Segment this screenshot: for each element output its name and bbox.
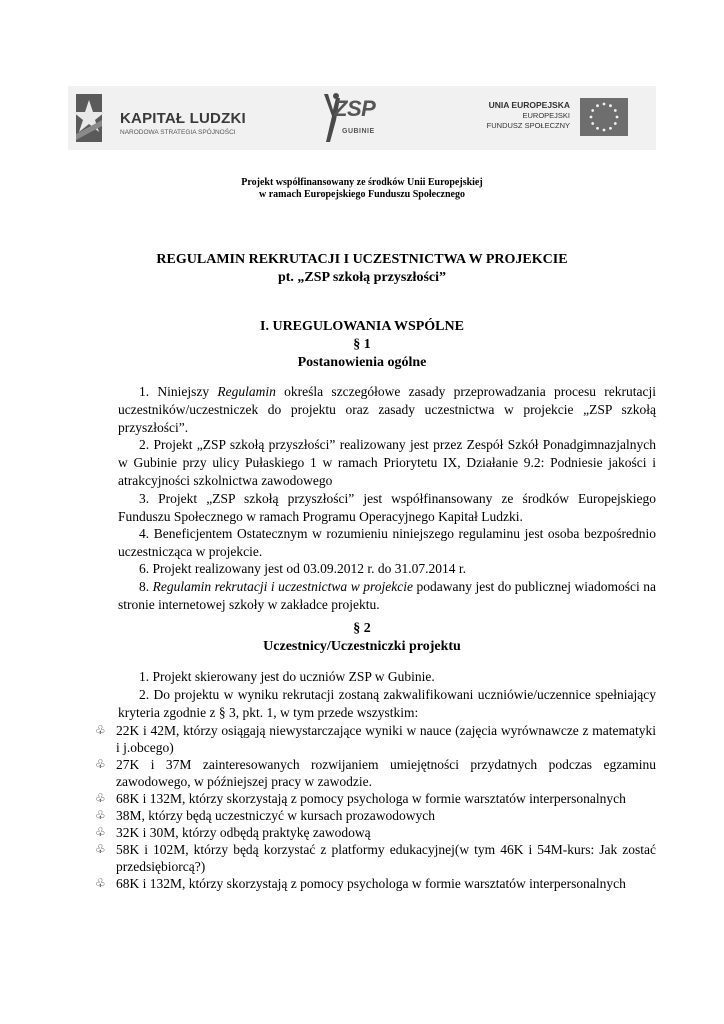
eu-logo-text bbox=[487, 100, 570, 131]
club-bullet-icon: ♧ bbox=[95, 791, 106, 805]
club-bullet-icon: ♧ bbox=[95, 808, 106, 822]
cofinancing-line-1: Projekt współfinansowany ze środków Unii Europejskiej bbox=[241, 177, 483, 188]
eu-flag-icon bbox=[580, 98, 628, 136]
zsp-logo bbox=[320, 90, 396, 148]
club-bullet-icon: ♧ bbox=[95, 842, 106, 856]
list-item-text: 68K i 132M, którzy skorzystają z pomocy psychologa w formie warsztatów interpersonalnych bbox=[116, 791, 626, 806]
kapital-ludzki-star-icon bbox=[72, 90, 106, 146]
point-8-text-a: 8. bbox=[139, 579, 153, 594]
list-item bbox=[92, 875, 656, 892]
list-item-text: 38M, którzy będą uczestniczyć w kursach prozawodowych bbox=[116, 808, 436, 823]
section-1-title: I. UREGULOWANIA WSPÓLNE bbox=[260, 319, 464, 334]
document-title bbox=[0, 251, 724, 287]
section-1-point-3: 3. Projekt „ZSP szkołą przyszłości” jest współfinansowany ze środków Europejskiego Funduszu Społecznego w ramach Programu Operacyjnego Kapitał Ludzki. bbox=[118, 491, 656, 524]
list-item-text: 32K i 30M, którzy odbędą praktykę zawodową bbox=[116, 825, 371, 840]
section-1-subtitle: Postanowienia ogólne bbox=[297, 355, 427, 370]
eu-line-1: UNIA EUROPEJSKA bbox=[488, 100, 570, 110]
eu-line-3: FUNDUSZ SPOŁECZNY bbox=[486, 121, 570, 130]
point-1-text-a: 1. Niniejszy bbox=[139, 384, 218, 399]
list-item bbox=[92, 756, 656, 790]
list-item bbox=[92, 824, 656, 841]
club-bullet-icon: ♧ bbox=[95, 825, 106, 839]
list-item bbox=[92, 790, 656, 807]
list-item-text: 27K i 37M zainteresowanych rozwijaniem umiejętności przydatnych podczas egzaminu zawodowego, w późniejszej pracy w zawodzie. bbox=[116, 757, 656, 789]
section-2-point-2: 2. Do projektu w wyniku rekrutacji zostaną zakwalifikowani uczniówie/uczennice spełniający kryteria zgodnie z § 3, pkt. 1, w tym przede wszystkim: bbox=[118, 687, 656, 720]
section-1-point-2: 2. Projekt „ZSP szkołą przyszłości” realizowany jest przez Zespół Szkół Ponadgimnazjalnych w Gubinie przy ulicy Pułaskiego 1 w ramach Priorytetu IX, Działanie 9.2: Podniesie jakości i atrakcyjności szkolnictwa zawodowego bbox=[118, 437, 656, 488]
point-8-text-b: podawany jest do publicznej wiadomości na stronie internetowej szkoły w zakładce projektu. bbox=[118, 579, 657, 612]
logo-band bbox=[68, 86, 656, 150]
section-2-paragraph-mark: § 2 bbox=[353, 621, 371, 636]
section-1-point-6: 6. Projekt realizowany jest od 03.09.2012 r. do 31.07.2014 r. bbox=[139, 561, 466, 576]
document-title-line-1: REGULAMIN REKRUTACJI I UCZESTNICTWA W PROJEKCIE bbox=[156, 252, 568, 267]
club-bullet-icon: ♧ bbox=[95, 876, 106, 890]
zsp-logo-text: ZSP bbox=[334, 96, 376, 121]
section-2-point-1: 1. Projekt skierowany jest do uczniów ZSP w Gubinie. bbox=[139, 669, 435, 684]
section-2-heading bbox=[0, 620, 724, 656]
eu-logo bbox=[484, 94, 652, 144]
eu-line-2: EUROPEJSKI bbox=[522, 111, 570, 120]
club-bullet-icon: ♧ bbox=[95, 757, 106, 771]
list-item-text: 58K i 102M, którzy będą korzystać z platformy edukacyjnej(w tym 46K i 54M-kurs: Jak zostać przedsiębiorcą?) bbox=[116, 842, 656, 874]
document-title-line-2: pt. „ZSP szkołą przyszłości” bbox=[277, 270, 446, 285]
list-item-text: 22K i 42M, którzy osiągają niewystarczające wyniki w nauce (zajęcia wyrównawcze z matematyki i j.obcego) bbox=[116, 723, 656, 755]
kapital-ludzki-title: KAPITAŁ LUDZKI bbox=[120, 110, 246, 127]
list-item bbox=[92, 841, 656, 875]
list-item-text: 68K i 132M, którzy skorzystają z pomocy psychologa w formie warsztatów interpersonalnych bbox=[116, 876, 626, 891]
point-1-text-b: określa szczegółowe zasady przeprowadzania procesu rekrutacji uczestników/uczestniczek do projektu oraz zasady uczestnictwa w projekcie „ZSP szkołą przyszłości”. bbox=[118, 384, 656, 435]
point-1-italic: Regulamin bbox=[217, 384, 276, 399]
cofinancing-note bbox=[0, 177, 724, 201]
zsp-logo-subtitle: GUBINIE bbox=[342, 128, 375, 135]
kapital-ludzki-subtitle: NARODOWA STRATEGIA SPÓJNOŚCI bbox=[120, 129, 236, 136]
section-2-subtitle: Uczestnicy/Uczestniczki projektu bbox=[263, 639, 461, 654]
club-bullet-icon: ♧ bbox=[95, 723, 106, 737]
section-1-point-4: 4. Beneficjentem Ostatecznym w rozumieniu niniejszego regulaminu jest osoba bezpośrednio uczestnicząca w projekcie. bbox=[118, 526, 656, 559]
criteria-list bbox=[92, 722, 656, 892]
kapital-ludzki-logo bbox=[72, 90, 272, 146]
list-item bbox=[92, 807, 656, 824]
section-1-heading bbox=[0, 318, 724, 372]
section-1-point-8 bbox=[118, 578, 656, 614]
list-item bbox=[92, 722, 656, 756]
section-1-point-1 bbox=[118, 383, 656, 437]
point-8-italic: Regulamin rekrutacji i uczestnictwa w projekcie bbox=[152, 579, 413, 594]
cofinancing-line-2: w ramach Europejskiego Funduszu Społecznego bbox=[259, 189, 465, 200]
section-1-paragraph-mark: § 1 bbox=[353, 337, 371, 352]
